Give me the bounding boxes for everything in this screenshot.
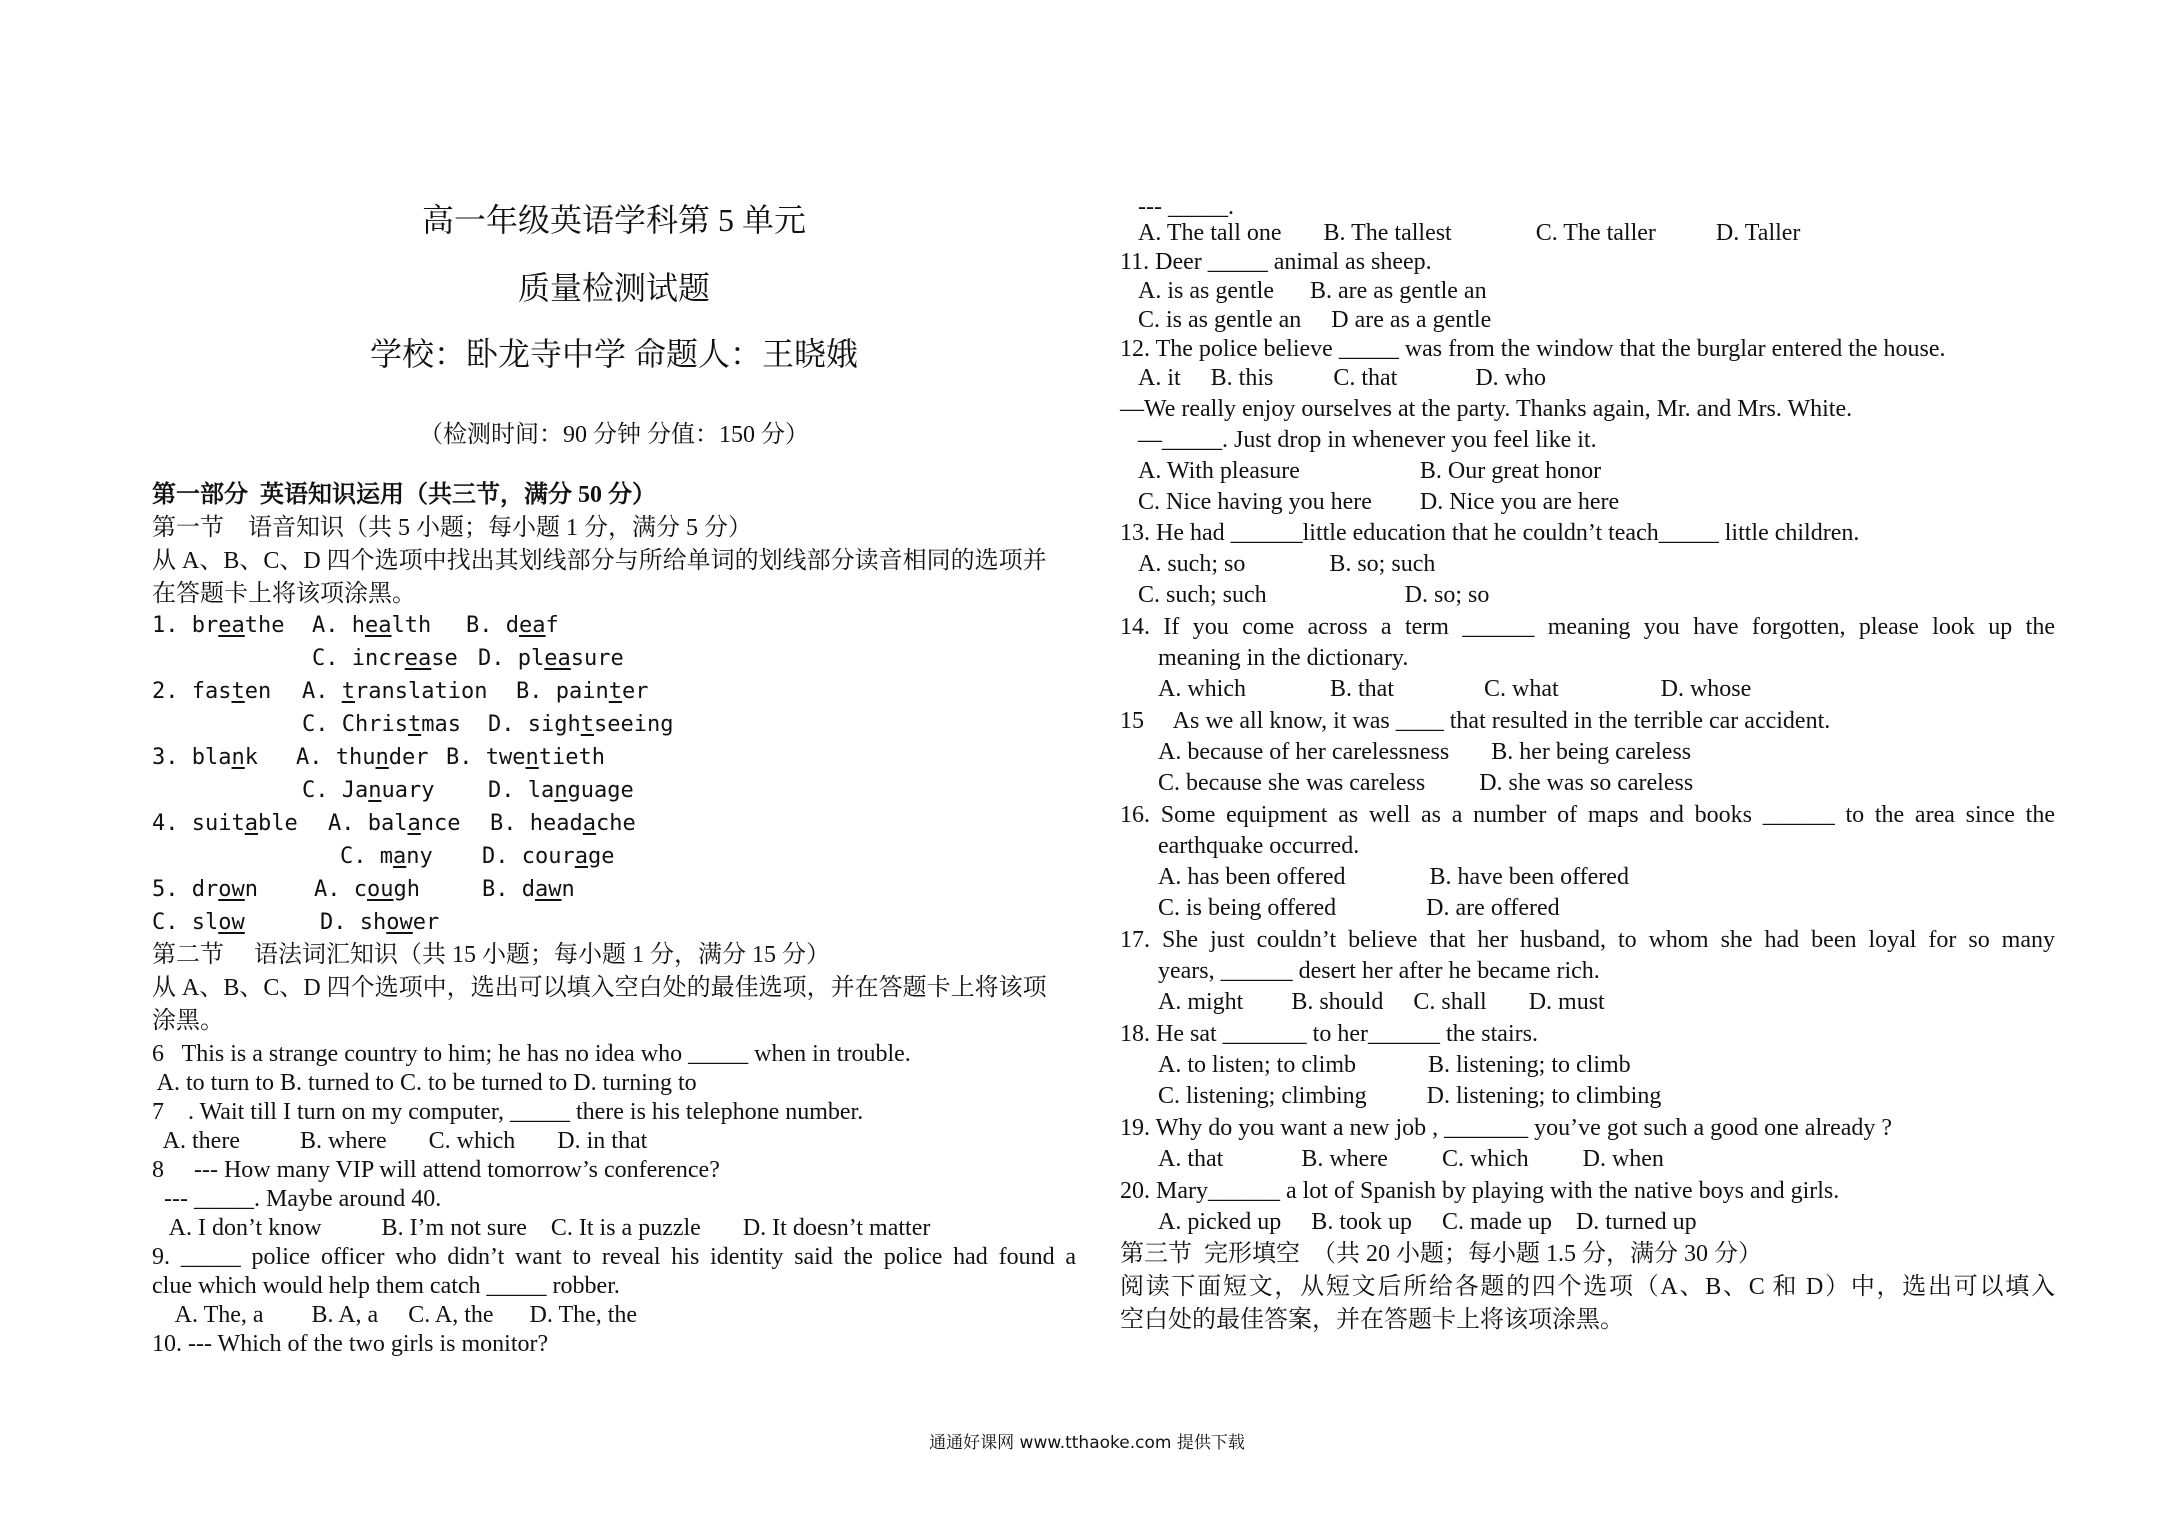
section1-title: 第一节 语音知识（共 5 小题；每小题 1 分，满分 5 分）	[152, 515, 752, 541]
phonetic-q1-option-d: D. pleasure	[478, 646, 624, 671]
phonetic-q3-stem: 3. blank	[152, 745, 258, 770]
phonetic-q2-option-d: D. sightseeing	[488, 712, 674, 737]
question-16-options-2: C. is being offered D. are offered	[1158, 895, 1560, 921]
part1-heading: 第一部分 英语知识运用（共三节，满分 50 分）	[152, 482, 656, 508]
question-17-options: A. might B. should C. shall D. must	[1158, 989, 1605, 1015]
phonetic-q1-option-c: C. increase	[312, 646, 458, 671]
question-10: 10. --- Which of the two girls is monitor?	[152, 1331, 549, 1357]
question-7: 7 . Wait till I turn on my computer, _____ there is his telephone number.	[152, 1099, 864, 1125]
section1-instructions-line2: 在答题卡上将该项涂黑。	[152, 581, 416, 607]
question-14-line2: meaning in the dictionary.	[1158, 645, 1409, 671]
question-13-options-2: C. such; such D. so; so	[1138, 582, 1490, 608]
phonetic-q4-option-b: B. headache	[490, 811, 636, 836]
phonetic-q2-stem: 2. fasten	[152, 679, 272, 704]
phonetic-q2-option-b: B. painter	[516, 679, 649, 704]
question-8-options: A. I don’t know B. I’m not sure C. It is a puzzle D. It doesn’t matter	[152, 1215, 931, 1241]
phonetic-q2-option-a: A. translation	[302, 679, 488, 704]
question-13: 13. He had ______little education that he couldn’t teach_____ little children.	[1120, 520, 1860, 546]
question-9-options: A. The, a B. A, a C. A, the D. The, the	[152, 1302, 638, 1328]
phonetic-q3-option-d: D. language	[488, 778, 634, 803]
question-14-options: A. which B. that C. what D. whose	[1158, 676, 1752, 702]
dialogue-line1: —We really enjoy ourselves at the party. Thanks again, Mr. and Mrs. White.	[1120, 396, 1853, 422]
question-17-line2: years, ______ desert her after he became rich.	[1158, 958, 1600, 984]
question-15: 15 As we all know, it was ____ that resulted in the terrible car accident.	[1120, 708, 1831, 734]
question-6: 6 This is a strange country to him; he has no idea who _____ when in trouble.	[152, 1041, 911, 1067]
question-16-line2: earthquake occurred.	[1158, 833, 1360, 859]
phonetic-q5-stem: 5. drown	[152, 877, 258, 902]
question-19: 19. Why do you want a new job , _______ you’ve got such a good one already ?	[1120, 1115, 1893, 1141]
question-8: 8 --- How many VIP will attend tomorrow’s conference?	[152, 1157, 720, 1183]
question-11: 11. Deer _____ animal as sheep.	[1120, 249, 1432, 275]
phonetic-q2-option-c: C. Christmas	[302, 712, 461, 737]
question-16-options-1: A. has been offered B. have been offered	[1158, 864, 1629, 890]
section3-instructions-line1: 阅读下面短文，从短文后所给各题的四个选项（A、B、C 和 D）中，选出可以填入	[1120, 1274, 2055, 1300]
dialogue-line2: —_____. Just drop in whenever you feel like it.	[1138, 427, 1597, 453]
phonetic-q5-option-d: D. shower	[320, 910, 440, 935]
question-9-line2: clue which would help them catch _____ robber.	[152, 1273, 620, 1299]
question-9-line1: 9. _____ police officer who didn’t want to reveal his identity said the police had found a	[152, 1244, 1076, 1270]
question-20-options: A. picked up B. took up C. made up D. turned up	[1158, 1209, 1697, 1235]
dialogue-options-2: C. Nice having you here D. Nice you are here	[1138, 489, 1620, 515]
question-13-options-1: A. such; so B. so; such	[1138, 551, 1436, 577]
question-15-options-2: C. because she was careless D. she was so careless	[1158, 770, 1694, 796]
question-18: 18. He sat _______ to her______ the stairs.	[1120, 1021, 1538, 1047]
question-19-options: A. that B. where C. which D. when	[1158, 1146, 1664, 1172]
school-author-line: 学校：卧龙寺中学 命题人：王晓娥	[369, 336, 858, 372]
section3-instructions-line2: 空白处的最佳答案，并在答题卡上将该项涂黑。	[1120, 1307, 1624, 1333]
exam-subtitle: 质量检测试题	[517, 270, 710, 306]
exam-info: （检测时间：90 分钟 分值：150 分）	[419, 422, 809, 448]
question-7-options: A. there B. where C. which D. in that	[152, 1128, 648, 1154]
question-11-options-1: A. is as gentle B. are as gentle an	[1138, 278, 1487, 304]
section3-title: 第三节 完形填空 （共 20 小题；每小题 1.5 分，满分 30 分）	[1120, 1241, 1762, 1267]
question-17-line1: 17. She just couldn’t believe that her husband, to whom she had been loyal for so many	[1120, 927, 2055, 953]
question-14-line1: 14. If you come across a term ______ meaning you have forgotten, please look up the	[1120, 614, 2055, 640]
phonetic-q5-option-b: B. dawn	[482, 877, 575, 902]
phonetic-q4-option-a: A. balance	[328, 811, 461, 836]
phonetic-q4-option-d: D. courage	[482, 844, 615, 869]
phonetic-q5-option-a: A. cough	[314, 877, 420, 902]
question-6-options: A. to turn to B. turned to C. to be turned to D. turning to	[152, 1070, 697, 1096]
phonetic-q1-option-b: B. deaf	[466, 613, 559, 638]
question-20: 20. Mary______ a lot of Spanish by playing with the native boys and girls.	[1120, 1178, 1840, 1204]
question-10-options: A. The tall one B. The tallest C. The taller D. Taller	[1138, 220, 1801, 246]
section2-title: 第二节 语法词汇知识（共 15 小题；每小题 1 分，满分 15 分）	[152, 942, 830, 968]
phonetic-q3-option-a: A. thunder	[296, 745, 429, 770]
footer-source: 通通好课网 www.tthaoke.com 提供下载	[929, 1433, 1245, 1453]
section2-instructions-line2: 涂黑。	[152, 1008, 224, 1034]
question-16-line1: 16. Some equipment as well as a number of maps and books ______ to the area since the	[1120, 802, 2055, 828]
phonetic-q1-option-a: A. health	[312, 613, 432, 638]
phonetic-q3-option-b: B. twentieth	[446, 745, 605, 770]
question-18-options-1: A. to listen; to climb B. listening; to climb	[1158, 1052, 1631, 1078]
exam-title: 高一年级英语学科第 5 单元	[421, 202, 806, 238]
question-18-options-2: C. listening; climbing D. listening; to climbing	[1158, 1083, 1662, 1109]
question-8-reply: --- _____. Maybe around 40.	[152, 1186, 442, 1212]
question-12: 12. The police believe _____ was from the window that the burglar entered the house.	[1120, 336, 1946, 362]
section2-instructions-line1: 从 A、B、C、D 四个选项中，选出可以填入空白处的最佳选项，并在答题卡上将该项	[152, 975, 1047, 1001]
question-15-options-1: A. because of her carelessness B. her being careless	[1158, 739, 1692, 765]
phonetic-q5-option-c: C. slow	[152, 910, 245, 935]
question-12-options: A. it B. this C. that D. who	[1138, 365, 1547, 391]
phonetic-q3-option-c: C. January	[302, 778, 435, 803]
phonetic-q4-stem: 4. suitable	[152, 811, 298, 836]
question-11-options-2: C. is as gentle an D are as a gentle	[1138, 307, 1492, 333]
phonetic-q1-stem: 1. breathe	[152, 613, 285, 638]
phonetic-q4-option-c: C. many	[340, 844, 433, 869]
dialogue-options-1: A. With pleasure B. Our great honor	[1138, 458, 1602, 484]
question-10-reply: --- _____.	[1138, 194, 1234, 220]
section1-instructions-line1: 从 A、B、C、D 四个选项中找出其划线部分与所给单词的划线部分读音相同的选项并	[152, 548, 1047, 574]
